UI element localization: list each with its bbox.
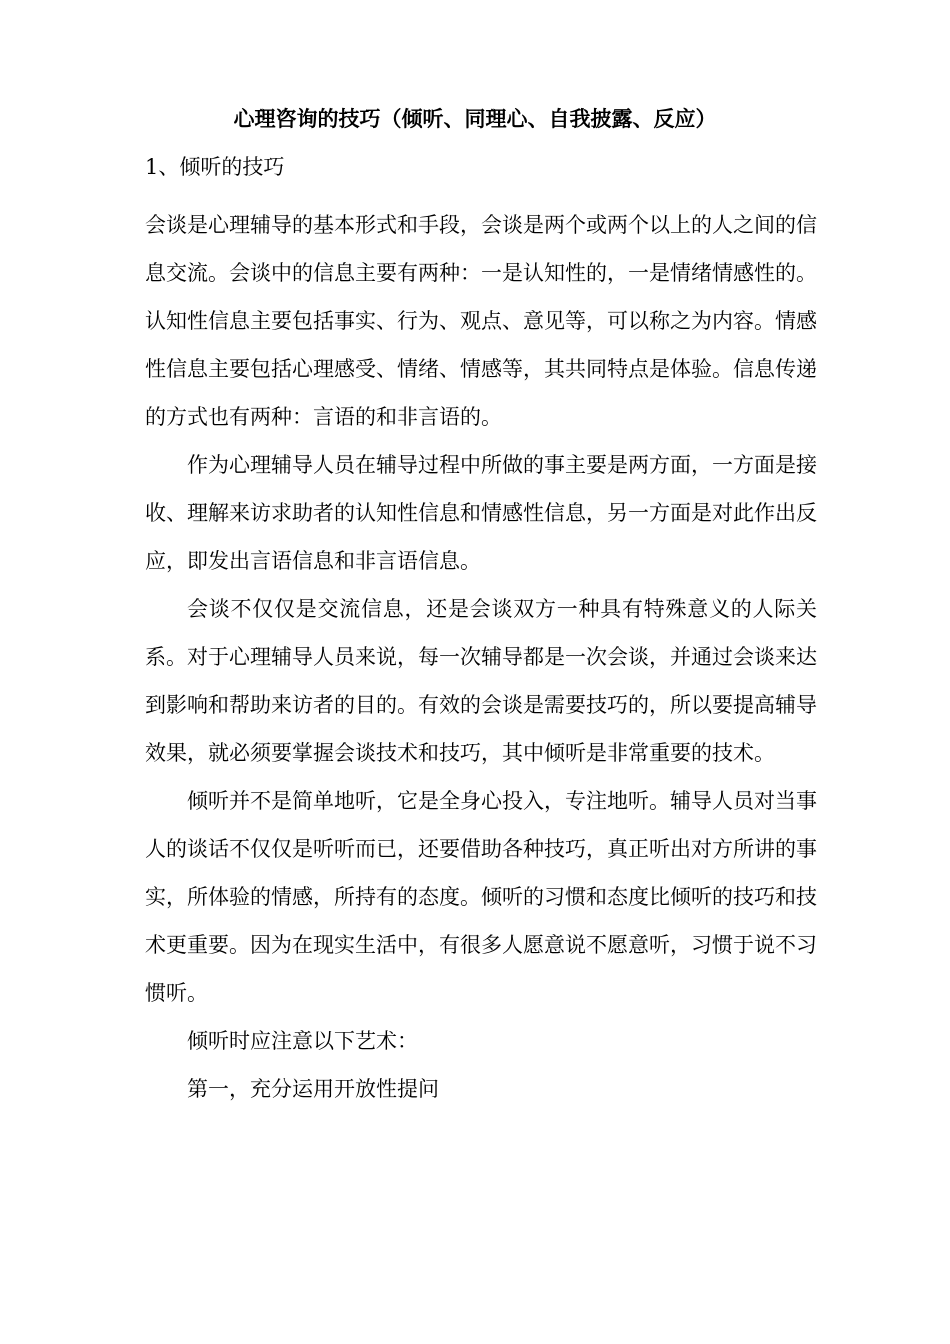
document-title: 心理咨询的技巧（倾听、同理心、自我披露、反应） [233,107,717,131]
paragraph-3: 会谈不仅仅是交流信息，还是会谈双方一种具有特殊意义的人际关系。对于心理辅导人员来说，每一次辅导都是一次会谈，并通过会谈来达到影响和帮助来访者的目的。有效的会谈是需要技巧的，所以要提高辅导效果，就必须要掌握会谈技术和技巧，其中倾听是非常重要的技术。 [145,597,817,765]
section-heading: 1、倾听的技巧 [145,155,285,179]
paragraph-1: 会谈是心理辅导的基本形式和手段，会谈是两个或两个以上的人之间的信息交流。会谈中的信息主要有两种：一是认知性的，一是情绪情感性的。认知性信息主要包括事实、行为、观点、意见等，可以称之为内容。情感性信息主要包括心理感受、情绪、情感等，其共同特点是体验。信息传递的方式也有两种：言语的和非言语的。 [145,213,817,429]
paragraph-6: 第一，充分运用开放性提问 [187,1077,439,1101]
paragraph-4: 倾听并不是简单地听，它是全身心投入，专注地听。辅导人员对当事人的谈话不仅仅是听听而已，还要借助各种技巧，真正听出对方所讲的事实，所体验的情感，所持有的态度。倾听的习惯和态度比倾听的技巧和技术更重要。因为在现实生活中，有很多人愿意说不愿意听，习惯于说不习惯听。 [145,789,817,1005]
document-body [145,201,817,1113]
paragraph-2: 作为心理辅导人员在辅导过程中所做的事主要是两方面，一方面是接收、理解来访求助者的认知性信息和情感性信息，另一方面是对此作出反应，即发出言语信息和非言语信息。 [145,453,817,573]
paragraph-5: 倾听时应注意以下艺术： [187,1029,418,1053]
